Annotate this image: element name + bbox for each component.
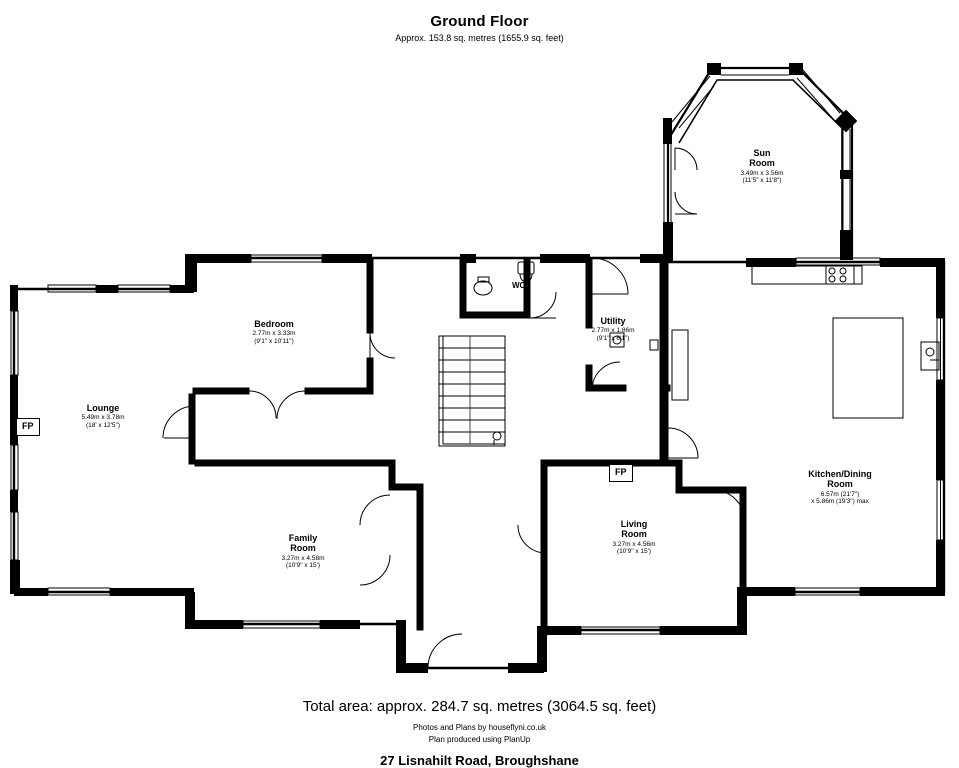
sun-room-walls	[663, 63, 857, 262]
page-subtitle: Approx. 153.8 sq. metres (1655.9 sq. feet)	[395, 33, 564, 43]
room-label-kitchen-dining: Kitchen/Dining Room 6.57m (21'7") x 5.86m (19'3") max	[808, 469, 872, 506]
property-address: 27 Lisnahilt Road, Broughshane	[380, 753, 579, 768]
fireplace-living-room: FP	[609, 464, 633, 482]
credit-planup: Plan produced using PlanUp	[428, 735, 531, 744]
room-label-utility: Utility 2.77m x 1.86m (9'1" x 6'1")	[591, 316, 635, 342]
room-label-wc: WC	[512, 281, 526, 290]
main-outline-walls	[14, 258, 944, 668]
fixtures	[474, 262, 939, 418]
credit-photos-plans: Photos and Plans by houseflyni.co.uk	[413, 723, 546, 732]
room-label-lounge: Lounge 5.49m x 3.78m (18' x 12'5")	[81, 403, 125, 429]
room-label-sun-room: Sun Room 3.49m x 3.56m (11'5" x 11'8")	[740, 148, 784, 185]
page-title: Ground Floor	[430, 13, 529, 30]
room-label-living-room: Living Room 3.27m x 4.56m (10'9" x 15')	[612, 519, 656, 556]
toilet-icon	[474, 281, 492, 295]
fireplace-lounge: FP	[16, 418, 40, 436]
room-label-family-room: Family Room 3.27m x 4.58m (10'9" x 15')	[281, 533, 325, 570]
windows	[11, 68, 944, 634]
staircase	[439, 336, 505, 446]
total-area-text: Total area: approx. 284.7 sq. metres (3064.5 sq. feet)	[302, 698, 657, 715]
room-label-bedroom: Bedroom 2.77m x 3.33m (9'1" x 10'11")	[252, 319, 296, 345]
